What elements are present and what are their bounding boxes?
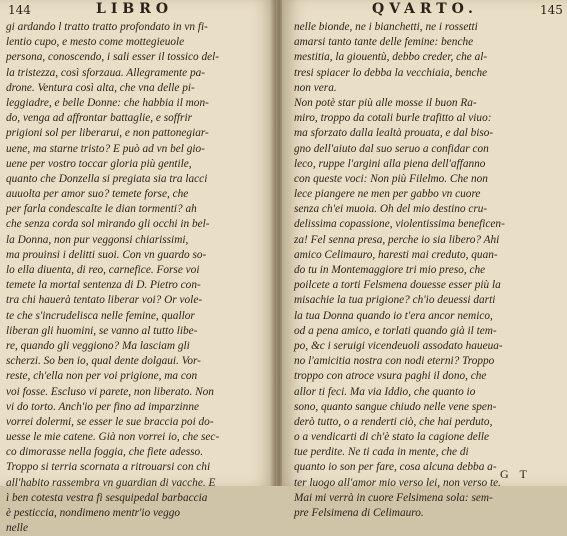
text-line: Troppo si terria scornata a ritrouarsi con chi [6, 461, 211, 474]
text-line: allor ti feci. Ma via Iddio, che quanto io [294, 385, 476, 398]
text-line: tresi spiacer lo debba la vecchiaia, benche [294, 66, 488, 79]
text-line: o a vendicarti di ch'è stato la cagione delle [294, 431, 490, 444]
text-line: uene, ma starne tristo? E può ad vn bel gio- [6, 142, 205, 155]
text-line: tue perdite. Ne ti cada in mente, che di [294, 446, 469, 459]
text-line: liberan gli huomini, se vanno al tutto libe- [6, 324, 198, 337]
text-line: co dimorasse nella foggia, che fiete adesso. [6, 446, 204, 459]
text-line: te che s'incrudelisca nelle femine, quallor [6, 309, 195, 322]
text-line: voi fosse. Escluso vi parete, non liberato. Non [6, 385, 214, 398]
text-line: uene per vostro toccar gloria più gentile, [6, 157, 192, 170]
text-line: misachie la tua prigione? ch'io deuessi darti [294, 294, 496, 307]
text-line: senza ch'ei muoia. Oh del mio destino cru- [294, 203, 488, 216]
text-line: per farla condescalte le dian tormenti? ah [6, 203, 197, 216]
text-line: uesse le mie catene. Già non vorrei io, che sec- [6, 431, 220, 444]
text-line: quanto io son per fare, cosa alcuna debba a- [294, 461, 497, 474]
text-line: la tua Donna quando io t'era ancor nemico, [294, 309, 493, 322]
signature-mark: G T [500, 467, 531, 481]
text-line: od a pena amico, e torlati quando già il tem- [294, 324, 497, 337]
text-line: reste, ch'ella non per voi prigione, ma con [6, 370, 198, 383]
text-line: po, &c i seruigi vicendeuoli assodato haueua- [294, 339, 503, 352]
text-line: do tu in Montemaggiore tri mio preso, che [294, 264, 486, 276]
text-line: mestitia, la giouentù, debbo creder, che al- [294, 51, 488, 64]
text-line: la tristezza, così sforzaua. Allegramente pa- [6, 66, 206, 79]
text-line: scherzi. So ben io, qual dente dolgaui. Vor- [6, 355, 201, 368]
text-line: troppo con atroce vsura paghi il dono, che [294, 370, 487, 383]
text-line: non vera. [294, 81, 337, 94]
text-line: delissima copassione, violentissima beneficen- [294, 218, 505, 231]
text-line: Non potè star più alle mosse il buon Ra- [294, 96, 477, 109]
text-line: Mai mi verrà in cuore Felsimena sola: sem- [294, 491, 493, 504]
text-line: all'habito rassembra vn guardian di vacche. E [6, 476, 216, 489]
text-line: ma prouinsi i delitti suoi. Con vn guardo so- [6, 248, 207, 261]
text-line: gno dell'aiuto dal suo seruo a confidar con [294, 142, 489, 155]
text-line: derò tutto, o a renderti ciò, che hai perduto, [294, 415, 493, 428]
text-line: con queste voci: Non più Filelmo. Che non [294, 172, 488, 185]
text-line: nelle [6, 522, 28, 535]
text-line: sono, quanto sangue chiudo nelle vene spen- [294, 400, 497, 413]
text-line: ma sforzato dalla lealtà prouata, e dal biso- [294, 127, 494, 140]
text-line: temete la mortal sentenza di D. Pietro con- [6, 279, 201, 292]
text-line: la Donna, non pur veggonsi chiarissimi, [6, 233, 189, 246]
text-line: leggiadre, e belle Donne: che habbia il mon- [6, 96, 209, 109]
text-line: amarsi tanto tante delle femine: benche [294, 36, 474, 49]
text-line: no l'amicitia nostra con nodi eterni? Troppo [294, 355, 495, 368]
text-line: pre Felsimena di Celimauro. [294, 507, 424, 519]
text-line: persona, conoscendo, i sali esser il tossico del- [6, 51, 220, 64]
text-line: lentio cupo, e mesto come mottegieuole [6, 36, 185, 49]
text-line: nelle bionde, ne i bianchetti, ne i rossetti [294, 21, 478, 33]
running-head-right: QVARTO. [372, 1, 478, 17]
left-page-text [6, 20, 270, 536]
text-line: re, quando gli veggiono? Ma lasciam gli [6, 339, 190, 352]
text-line: drone. Ventura così alta, che vna delle pi- [6, 81, 195, 94]
text-line: prigioni sol per liberarui, e non pattonegiar- [6, 127, 209, 140]
text-line: lece piangere ne men per gabbo vn cuore [294, 188, 481, 201]
page-number-right: 145 [540, 3, 563, 17]
text-line: che senza corda sol mirando gli occhi in bel- [6, 218, 210, 231]
text-line: leco, ruppe l'argini alla piena dell'affanno [294, 157, 486, 170]
text-line: za! Fel senna presa, perche io sia libero? Ahi [294, 233, 500, 246]
page-number-left: 144 [8, 3, 31, 17]
text-line: gi ardando l tratto tratto profondato in vn fi- [6, 21, 208, 33]
text-line: è pesticcia, nondimeno mentr'io veggo [6, 507, 181, 519]
text-line: lo ella diuenta, di reo, carnefice. Forse voi [6, 264, 200, 276]
left-page [0, 0, 276, 535]
text-line: ter luogo all'amor mio verso lei, non verso te. [294, 476, 501, 489]
text-line: vi do torto. Anch'io per fino ad imparzinne [6, 400, 199, 413]
right-page-text [294, 20, 562, 521]
running-head-left: LIBRO [96, 1, 174, 17]
text-line: ì ben cotesta vestra fi sesquipedal barbaccia [6, 491, 208, 504]
text-line: poilcete a torti Felsmena douesse esser più la [294, 279, 501, 292]
right-page [282, 0, 567, 519]
text-line: tra chi hauerà tentato liberar voi? Or vole- [6, 294, 203, 307]
text-line: quanto che Donzella si pregiata sia tra lacci [6, 172, 208, 185]
text-line: vorrei dolermi, se esser le sue braccia poi do- [6, 415, 214, 428]
text-line: do, venga ad affrontar battaglie, e soffrir [6, 112, 192, 125]
text-line: amico Celimauro, haresti mai creduto, quan- [294, 248, 498, 261]
text-line: miro, troppo da cotali burle trafitto al viuo: [294, 112, 492, 125]
text-line: auuolta per amor suo? temete forse, che [6, 188, 189, 201]
